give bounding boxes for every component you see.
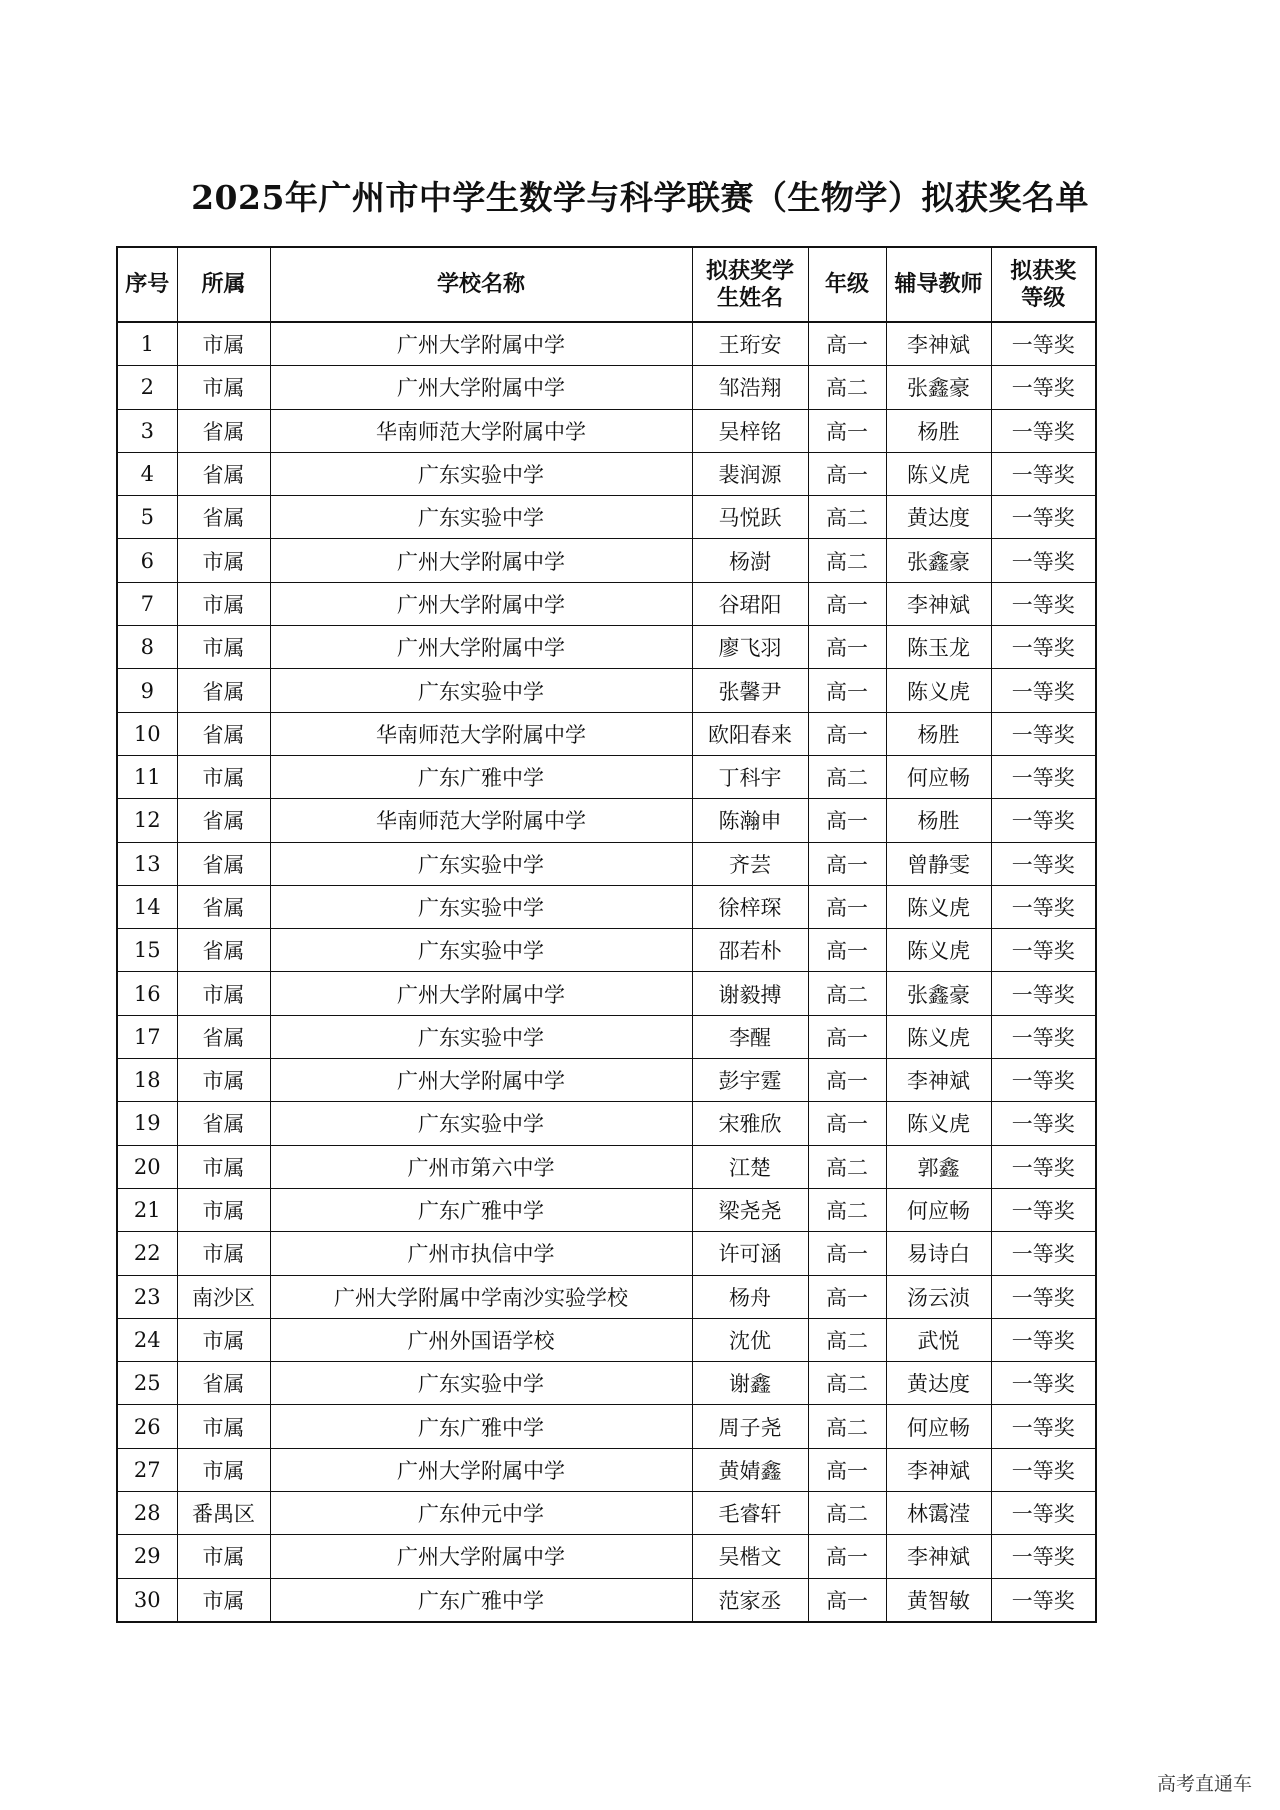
cell-grade: 高一	[808, 1102, 886, 1145]
cell-affiliation: 市属	[177, 1535, 270, 1578]
page-title: 2025年广州市中学生数学与科学联赛（生物学）拟获奖名单	[191, 178, 1089, 217]
table-row	[117, 1188, 1096, 1231]
table-row	[117, 409, 1096, 452]
cell-grade: 高一	[808, 929, 886, 972]
cell-affiliation: 省属	[177, 409, 270, 452]
cell-student: 杨舟	[692, 1275, 808, 1318]
cell-teacher: 杨胜	[886, 712, 991, 755]
cell-level: 一等奖	[991, 1102, 1096, 1145]
table-row	[117, 1059, 1096, 1102]
cell-grade: 高二	[808, 972, 886, 1015]
table-row	[117, 972, 1096, 1015]
header-teacher: 辅导教师	[886, 247, 991, 322]
cell-grade: 高二	[808, 1188, 886, 1231]
table-row	[117, 1535, 1096, 1578]
cell-school: 广东实验中学	[270, 1015, 692, 1058]
cell-teacher: 陈义虎	[886, 1015, 991, 1058]
cell-teacher: 李神斌	[886, 1535, 991, 1578]
cell-school: 广州大学附属中学	[270, 539, 692, 582]
cell-school: 广东实验中学	[270, 885, 692, 928]
cell-teacher: 李神斌	[886, 1448, 991, 1491]
cell-seq: 19	[117, 1102, 177, 1145]
cell-seq: 14	[117, 885, 177, 928]
cell-school: 广东广雅中学	[270, 1188, 692, 1231]
cell-school: 广东实验中学	[270, 1102, 692, 1145]
cell-level: 一等奖	[991, 1492, 1096, 1535]
cell-student: 邵若朴	[692, 929, 808, 972]
cell-level: 一等奖	[991, 755, 1096, 798]
cell-level: 一等奖	[991, 1362, 1096, 1405]
cell-student: 丁科宇	[692, 755, 808, 798]
cell-grade: 高二	[808, 496, 886, 539]
cell-school: 广州大学附属中学南沙实验学校	[270, 1275, 692, 1318]
cell-seq: 25	[117, 1362, 177, 1405]
cell-level: 一等奖	[991, 1059, 1096, 1102]
cell-affiliation: 市属	[177, 582, 270, 625]
table-row	[117, 452, 1096, 495]
cell-seq: 28	[117, 1492, 177, 1535]
cell-student: 张馨尹	[692, 669, 808, 712]
header-student	[692, 247, 808, 322]
cell-seq: 3	[117, 409, 177, 452]
table-row	[117, 582, 1096, 625]
cell-affiliation: 省属	[177, 929, 270, 972]
cell-level: 一等奖	[991, 1275, 1096, 1318]
cell-level: 一等奖	[991, 1318, 1096, 1361]
cell-student: 谷珺阳	[692, 582, 808, 625]
cell-level: 一等奖	[991, 496, 1096, 539]
cell-teacher: 杨胜	[886, 409, 991, 452]
cell-teacher: 陈玉龙	[886, 626, 991, 669]
cell-teacher: 陈义虎	[886, 1102, 991, 1145]
cell-level: 一等奖	[991, 799, 1096, 842]
cell-student: 廖飞羽	[692, 626, 808, 669]
cell-grade: 高一	[808, 1275, 886, 1318]
cell-seq: 12	[117, 799, 177, 842]
cell-school: 广州大学附属中学	[270, 972, 692, 1015]
cell-grade: 高二	[808, 366, 886, 409]
cell-grade: 高一	[808, 1535, 886, 1578]
cell-grade: 高一	[808, 842, 886, 885]
cell-teacher: 陈义虎	[886, 452, 991, 495]
table-row	[117, 1318, 1096, 1361]
cell-student: 马悦跃	[692, 496, 808, 539]
cell-school: 广州大学附属中学	[270, 1535, 692, 1578]
cell-teacher: 曾静雯	[886, 842, 991, 885]
header-level	[991, 247, 1096, 322]
cell-teacher: 黄智敏	[886, 1578, 991, 1622]
table-row	[117, 1578, 1096, 1622]
cell-teacher: 张鑫豪	[886, 972, 991, 1015]
header-seq: 序号	[117, 247, 177, 322]
cell-grade: 高一	[808, 626, 886, 669]
cell-affiliation: 市属	[177, 1188, 270, 1231]
cell-teacher: 林霭滢	[886, 1492, 991, 1535]
cell-level: 一等奖	[991, 1145, 1096, 1188]
table-row	[117, 1362, 1096, 1405]
cell-student: 裴润源	[692, 452, 808, 495]
cell-seq: 4	[117, 452, 177, 495]
table-row	[117, 322, 1096, 366]
cell-affiliation: 省属	[177, 496, 270, 539]
header-level-label: 拟获奖等级	[1010, 257, 1077, 311]
cell-level: 一等奖	[991, 1405, 1096, 1448]
cell-school: 广州大学附属中学	[270, 1059, 692, 1102]
header-affiliation: 所属	[177, 247, 270, 322]
cell-student: 江楚	[692, 1145, 808, 1188]
cell-student: 吴楷文	[692, 1535, 808, 1578]
cell-affiliation: 市属	[177, 1145, 270, 1188]
cell-student: 吴梓铭	[692, 409, 808, 452]
cell-seq: 15	[117, 929, 177, 972]
cell-school: 广州大学附属中学	[270, 322, 692, 366]
table-row	[117, 669, 1096, 712]
cell-student: 王珩安	[692, 322, 808, 366]
cell-grade: 高二	[808, 1318, 886, 1361]
cell-affiliation: 市属	[177, 755, 270, 798]
cell-school: 广东实验中学	[270, 842, 692, 885]
cell-grade: 高一	[808, 669, 886, 712]
table-row	[117, 539, 1096, 582]
cell-grade: 高一	[808, 452, 886, 495]
cell-student: 许可涵	[692, 1232, 808, 1275]
cell-seq: 10	[117, 712, 177, 755]
cell-seq: 13	[117, 842, 177, 885]
cell-affiliation: 市属	[177, 1448, 270, 1491]
cell-grade: 高一	[808, 409, 886, 452]
cell-school: 广州大学附属中学	[270, 1448, 692, 1491]
table-row	[117, 1492, 1096, 1535]
cell-teacher: 杨胜	[886, 799, 991, 842]
cell-seq: 7	[117, 582, 177, 625]
table-body	[117, 322, 1096, 1622]
cell-seq: 30	[117, 1578, 177, 1622]
table-row	[117, 799, 1096, 842]
cell-seq: 21	[117, 1188, 177, 1231]
cell-seq: 16	[117, 972, 177, 1015]
cell-seq: 29	[117, 1535, 177, 1578]
cell-student: 李醒	[692, 1015, 808, 1058]
cell-school: 广东实验中学	[270, 669, 692, 712]
cell-grade: 高二	[808, 1362, 886, 1405]
cell-school: 广东实验中学	[270, 496, 692, 539]
table-row	[117, 1405, 1096, 1448]
cell-affiliation: 省属	[177, 1362, 270, 1405]
cell-grade: 高一	[808, 1578, 886, 1622]
cell-level: 一等奖	[991, 626, 1096, 669]
table-row	[117, 626, 1096, 669]
watermark: 高考直通车	[1156, 1773, 1252, 1795]
cell-level: 一等奖	[991, 1448, 1096, 1491]
cell-student: 范家丞	[692, 1578, 808, 1622]
cell-level: 一等奖	[991, 972, 1096, 1015]
cell-school: 广东广雅中学	[270, 1405, 692, 1448]
table-row	[117, 842, 1096, 885]
cell-seq: 11	[117, 755, 177, 798]
cell-seq: 6	[117, 539, 177, 582]
cell-level: 一等奖	[991, 885, 1096, 928]
cell-student: 毛睿轩	[692, 1492, 808, 1535]
cell-school: 广东实验中学	[270, 452, 692, 495]
cell-affiliation: 市属	[177, 1059, 270, 1102]
cell-affiliation: 省属	[177, 1102, 270, 1145]
table-row	[117, 755, 1096, 798]
cell-teacher: 黄达度	[886, 496, 991, 539]
cell-student: 宋雅欣	[692, 1102, 808, 1145]
cell-student: 欧阳春来	[692, 712, 808, 755]
cell-grade: 高二	[808, 1492, 886, 1535]
cell-affiliation: 市属	[177, 972, 270, 1015]
cell-teacher: 郭鑫	[886, 1145, 991, 1188]
cell-level: 一等奖	[991, 322, 1096, 366]
cell-level: 一等奖	[991, 452, 1096, 495]
cell-affiliation: 市属	[177, 626, 270, 669]
cell-affiliation: 省属	[177, 842, 270, 885]
cell-school: 广州大学附属中学	[270, 626, 692, 669]
table-row	[117, 1232, 1096, 1275]
cell-seq: 2	[117, 366, 177, 409]
cell-student: 梁尧尧	[692, 1188, 808, 1231]
cell-seq: 17	[117, 1015, 177, 1058]
cell-grade: 高二	[808, 1145, 886, 1188]
cell-grade: 高一	[808, 1448, 886, 1491]
cell-teacher: 黄达度	[886, 1362, 991, 1405]
header-student-label: 拟获奖学生姓名	[705, 257, 794, 311]
table-row	[117, 1275, 1096, 1318]
table-row	[117, 1102, 1096, 1145]
header-grade: 年级	[808, 247, 886, 322]
cell-level: 一等奖	[991, 712, 1096, 755]
cell-level: 一等奖	[991, 1015, 1096, 1058]
cell-teacher: 何应畅	[886, 1405, 991, 1448]
cell-student: 周子尧	[692, 1405, 808, 1448]
cell-level: 一等奖	[991, 582, 1096, 625]
cell-seq: 23	[117, 1275, 177, 1318]
cell-seq: 9	[117, 669, 177, 712]
cell-level: 一等奖	[991, 366, 1096, 409]
cell-affiliation: 市属	[177, 1318, 270, 1361]
cell-level: 一等奖	[991, 1232, 1096, 1275]
cell-affiliation: 省属	[177, 669, 270, 712]
cell-school: 广州大学附属中学	[270, 582, 692, 625]
cell-affiliation: 番禺区	[177, 1492, 270, 1535]
table-row	[117, 712, 1096, 755]
cell-affiliation: 市属	[177, 1232, 270, 1275]
cell-school: 广东实验中学	[270, 1362, 692, 1405]
cell-affiliation: 市属	[177, 1405, 270, 1448]
cell-teacher: 汤云浈	[886, 1275, 991, 1318]
cell-grade: 高二	[808, 755, 886, 798]
cell-seq: 22	[117, 1232, 177, 1275]
cell-teacher: 何应畅	[886, 755, 991, 798]
cell-seq: 26	[117, 1405, 177, 1448]
cell-teacher: 武悦	[886, 1318, 991, 1361]
cell-student: 彭宇霆	[692, 1059, 808, 1102]
cell-student: 黄婧鑫	[692, 1448, 808, 1491]
cell-affiliation: 市属	[177, 322, 270, 366]
cell-affiliation: 南沙区	[177, 1275, 270, 1318]
cell-teacher: 陈义虎	[886, 885, 991, 928]
cell-level: 一等奖	[991, 1535, 1096, 1578]
cell-level: 一等奖	[991, 1188, 1096, 1231]
cell-seq: 1	[117, 322, 177, 366]
cell-seq: 5	[117, 496, 177, 539]
cell-student: 邹浩翔	[692, 366, 808, 409]
cell-grade: 高一	[808, 582, 886, 625]
cell-teacher: 张鑫豪	[886, 539, 991, 582]
table-row	[117, 1145, 1096, 1188]
cell-teacher: 何应畅	[886, 1188, 991, 1231]
cell-affiliation: 省属	[177, 452, 270, 495]
cell-level: 一等奖	[991, 539, 1096, 582]
table-header-row	[117, 247, 1096, 322]
cell-school: 华南师范大学附属中学	[270, 799, 692, 842]
cell-grade: 高一	[808, 1015, 886, 1058]
cell-affiliation: 市属	[177, 366, 270, 409]
award-table	[116, 246, 1097, 1623]
cell-student: 陈瀚申	[692, 799, 808, 842]
cell-teacher: 陈义虎	[886, 669, 991, 712]
cell-grade: 高二	[808, 539, 886, 582]
cell-teacher: 李神斌	[886, 582, 991, 625]
table-row	[117, 496, 1096, 539]
table-row	[117, 929, 1096, 972]
cell-school: 广东实验中学	[270, 929, 692, 972]
cell-school: 广州市第六中学	[270, 1145, 692, 1188]
table-row	[117, 885, 1096, 928]
cell-grade: 高一	[808, 885, 886, 928]
cell-grade: 高一	[808, 322, 886, 366]
cell-grade: 高二	[808, 1405, 886, 1448]
cell-student: 齐芸	[692, 842, 808, 885]
table-row	[117, 1015, 1096, 1058]
cell-school: 华南师范大学附属中学	[270, 409, 692, 452]
cell-school: 广州外国语学校	[270, 1318, 692, 1361]
cell-teacher: 李神斌	[886, 1059, 991, 1102]
cell-school: 广东广雅中学	[270, 1578, 692, 1622]
cell-seq: 24	[117, 1318, 177, 1361]
cell-affiliation: 省属	[177, 799, 270, 842]
cell-level: 一等奖	[991, 409, 1096, 452]
cell-seq: 18	[117, 1059, 177, 1102]
cell-level: 一等奖	[991, 1578, 1096, 1622]
cell-student: 徐梓琛	[692, 885, 808, 928]
cell-level: 一等奖	[991, 669, 1096, 712]
cell-grade: 高一	[808, 712, 886, 755]
cell-level: 一等奖	[991, 842, 1096, 885]
cell-school: 广东仲元中学	[270, 1492, 692, 1535]
cell-seq: 20	[117, 1145, 177, 1188]
cell-teacher: 李神斌	[886, 322, 991, 366]
header-school: 学校名称	[270, 247, 692, 322]
cell-seq: 27	[117, 1448, 177, 1491]
cell-affiliation: 省属	[177, 712, 270, 755]
cell-grade: 高一	[808, 1232, 886, 1275]
cell-teacher: 陈义虎	[886, 929, 991, 972]
cell-grade: 高一	[808, 1059, 886, 1102]
cell-teacher: 易诗白	[886, 1232, 991, 1275]
table-row	[117, 366, 1096, 409]
cell-grade: 高一	[808, 799, 886, 842]
cell-student: 谢毅搏	[692, 972, 808, 1015]
cell-affiliation: 市属	[177, 539, 270, 582]
cell-level: 一等奖	[991, 929, 1096, 972]
cell-student: 杨澍	[692, 539, 808, 582]
cell-school: 广东广雅中学	[270, 755, 692, 798]
cell-school: 华南师范大学附属中学	[270, 712, 692, 755]
cell-teacher: 张鑫豪	[886, 366, 991, 409]
cell-school: 广州市执信中学	[270, 1232, 692, 1275]
cell-school: 广州大学附属中学	[270, 366, 692, 409]
cell-affiliation: 省属	[177, 885, 270, 928]
cell-seq: 8	[117, 626, 177, 669]
cell-student: 谢鑫	[692, 1362, 808, 1405]
cell-student: 沈优	[692, 1318, 808, 1361]
cell-affiliation: 市属	[177, 1578, 270, 1622]
cell-affiliation: 省属	[177, 1015, 270, 1058]
table-row	[117, 1448, 1096, 1491]
